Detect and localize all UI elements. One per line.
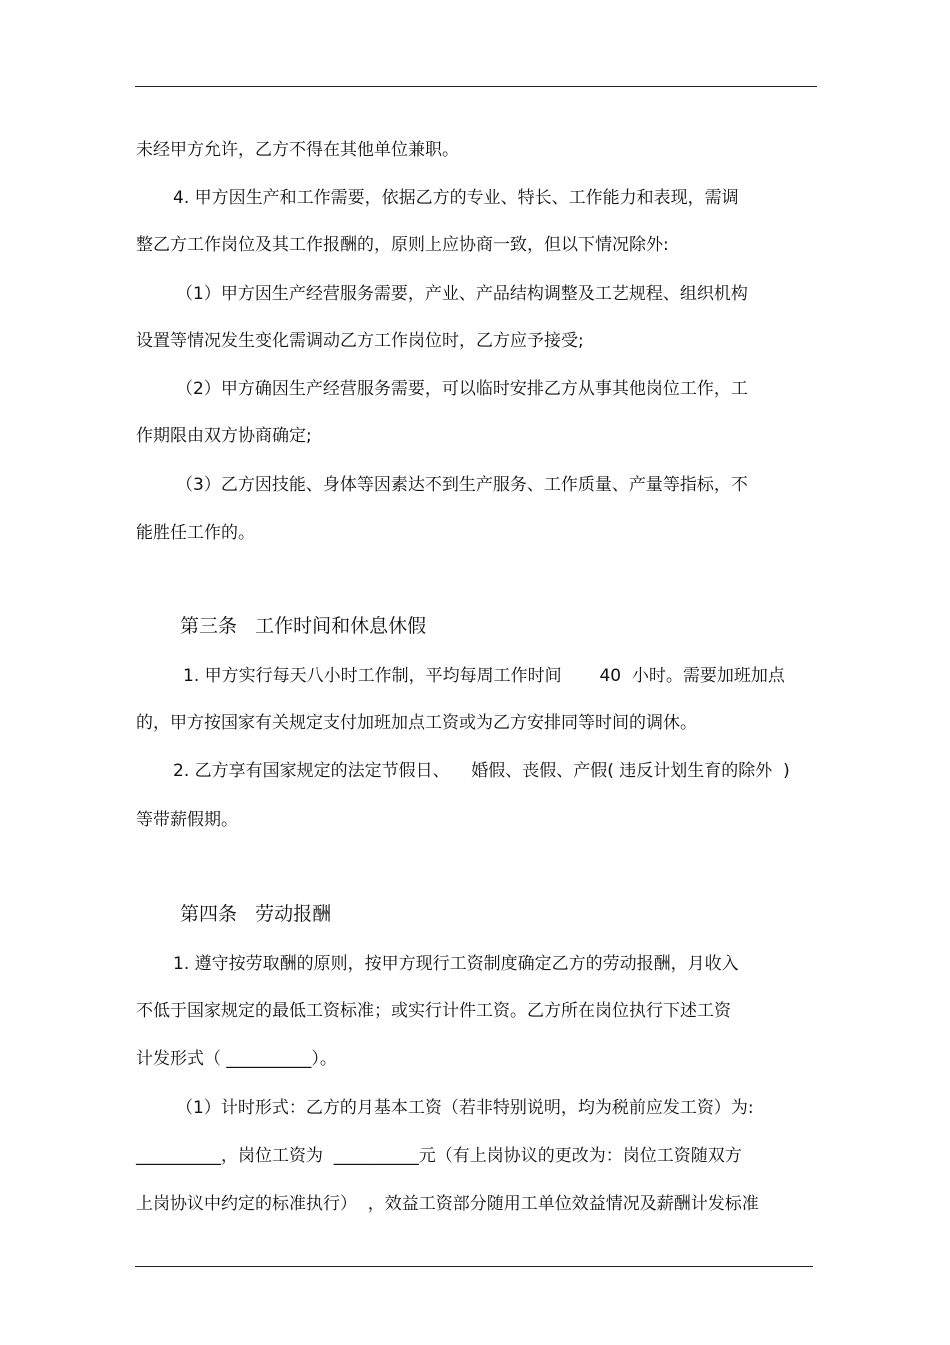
text-line: 等带薪假期。 <box>136 810 238 830</box>
text-line: __________，岗位工资为 __________元（有上岗协议的更改为：岗位工资随双方 <box>136 1146 742 1166</box>
text-line: 2. 乙方享有国家规定的法定节假日、 婚假、丧假、产假( 违反计划生育的除外 ) <box>173 761 790 781</box>
text-line: （1）甲方因生产经营服务需要，产业、产品结构调整及工艺规程、组织机构 <box>176 284 748 304</box>
text-line: 计发形式（ __________）。 <box>136 1049 337 1069</box>
text-line: （1）计时形式：乙方的月基本工资（若非特别说明，均为税前应发工资）为: <box>176 1098 754 1118</box>
text-line: 作期限由双方协商确定; <box>136 426 312 446</box>
section-heading: 第三条 工作时间和休息休假 <box>180 615 427 637</box>
header-rule <box>135 86 817 87</box>
text-line: 整乙方工作岗位及其工作报酬的，原则上应协商一致，但以下情况除外: <box>136 235 669 255</box>
text-line: （2）甲方确因生产经营服务需要，可以临时安排乙方从事其他岗位工作，工 <box>176 379 748 399</box>
text-line: 未经甲方允许，乙方不得在其他单位兼职。 <box>136 140 459 160</box>
text-line: 的，甲方按国家有关规定支付加班加点工资或为乙方安排同等时间的调休。 <box>136 713 697 733</box>
text-line: 上岗协议中约定的标准执行） ，效益工资部分随用工单位效益情况及薪酬计发标准 <box>136 1194 759 1214</box>
text-line: 1. 甲方实行每天八小时工作制，平均每周工作时间 40 小时。需要加班加点 <box>183 666 785 686</box>
footer-rule <box>135 1266 813 1267</box>
text-line: （3）乙方因技能、身体等因素达不到生产服务、工作质量、产量等指标，不 <box>176 475 748 495</box>
text-line: 能胜任工作的。 <box>136 523 255 543</box>
text-line: 不低于国家规定的最低工资标准；或实行计件工资。乙方所在岗位执行下述工资 <box>136 1001 731 1021</box>
text-line: 1. 遵守按劳取酬的原则，按甲方现行工资制度确定乙方的劳动报酬，月收入 <box>173 954 739 974</box>
text-line: 4. 甲方因生产和工作需要，依据乙方的专业、特长、工作能力和表现，需调 <box>173 188 739 208</box>
section-heading: 第四条 劳动报酬 <box>180 903 332 925</box>
text-line: 设置等情况发生变化需调动乙方工作岗位时，乙方应予接受; <box>136 331 584 351</box>
